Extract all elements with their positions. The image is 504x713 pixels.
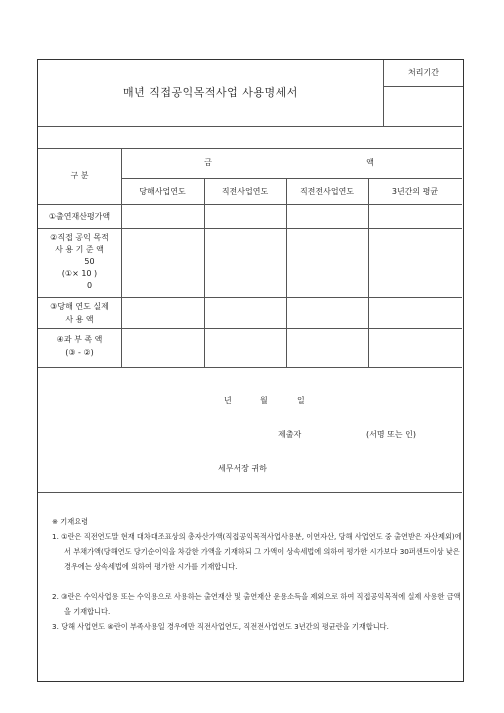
title-row [38,60,462,127]
signature-section [38,367,462,493]
processing-period-box [383,60,463,126]
processing-period-label: 처리기간 [384,60,463,87]
instruction-item: 1. ①란은 직전연도말 현재 대차대조표상의 총자산가액(직접공익목적사업사용분, 이연자산, 당해 사업연도 중 출연받은 자산제외)에서 부채가액(당해연도 당기순이익을 차감한 가액을 기재하되 그 가액이 상속세법에 의하여 평가한 시가보다 30퍼센트이상 낮은 경우에는 상속세법에 의하여 평가한 시가를 기재합니다. [52,532,462,571]
date-month-label: 월 [260,396,268,405]
submitter-label: 제출자 [278,430,302,439]
amount-header-right: 액 [366,158,374,167]
signature-label: (서명 또는 인) [366,430,416,439]
instruction-item: 2. ③란은 수익사업용 또는 수익용으로 사용하는 출연재산 및 출연재산 운용소득을 제외으로 하여 직접공익목적에 실제 사용한 금액을 기재합니다. [52,592,461,616]
col-header-current-year: 당해사업연도 [139,187,186,196]
instruction-item: 3. 당해 사업연도 ④란이 부족사용일 경우에만 직전사업연도, 직전전사업연도 3년간의 평균란을 기재합니다. [52,622,389,631]
addressee-label: 세무서장 귀하 [218,464,267,473]
category-header: 구 분 [70,171,89,180]
col-header-prior-year: 직전사업연도 [221,187,269,196]
col-header-three-year-average: 3년간의 평균 [391,187,439,196]
instructions-section [38,492,462,680]
row-label-contributed-property: ①출연재산평가액 [48,212,111,221]
usage-statement-form [37,59,464,682]
form-title: 매년 직접공익목적사업 사용명세서 [123,86,298,99]
blank-row [38,126,462,149]
amount-header-left: 금 [204,158,212,167]
instructions-heading: ※ 기재요령 [52,517,89,526]
col-header-two-years-prior: 직전전사업연도 [299,187,355,196]
amount-table: 구 분 금 액 당해사업연도 직전사업연도 직전전사업연도 3년간의 평균 ①출연재산평가액 ②직접 공익 목적 사 용 기 준 액 50 (①× 10 ) 0 ③당해 연도 실제 사 용 액 ④과 부 족 액 (③ - ②) [38,148,462,368]
date-day-label: 일 [297,396,305,405]
date-year-label: 년 [224,396,232,405]
